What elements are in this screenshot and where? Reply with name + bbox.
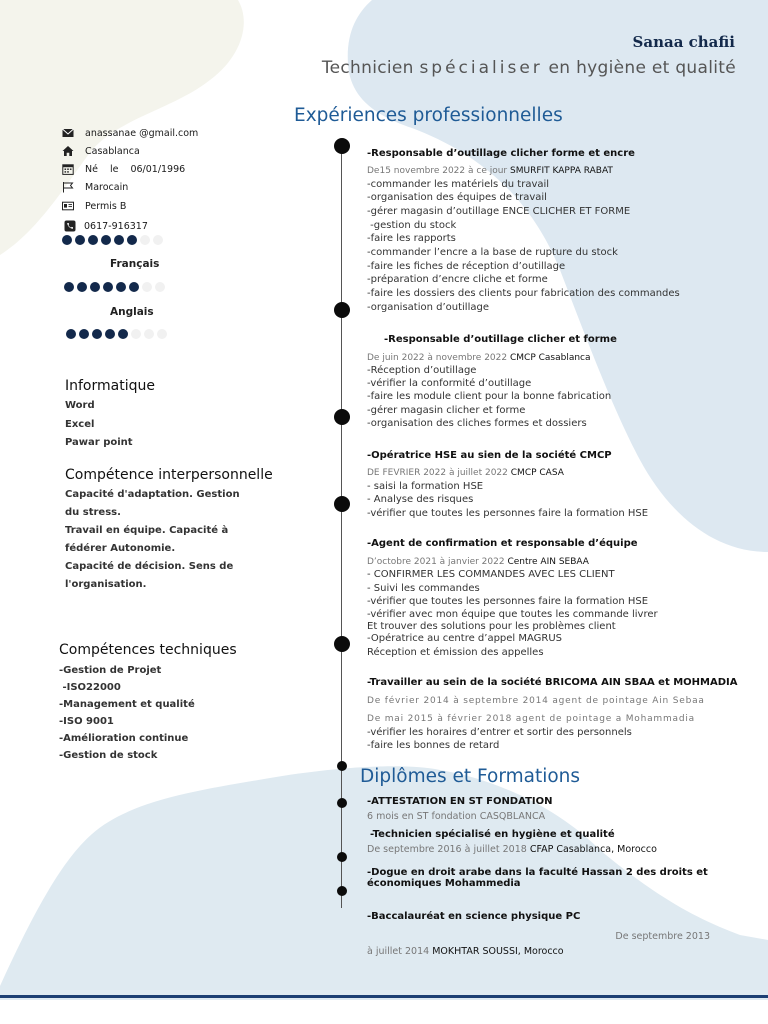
level-dot-filled xyxy=(77,282,87,292)
interpersonal-line: fédérer Autonomie. xyxy=(65,543,176,554)
timeline-dot xyxy=(334,302,350,318)
technical-item: -ISO22000 xyxy=(59,682,121,693)
timeline-dot xyxy=(334,409,350,425)
education-title: -Baccalauréat en science physique PC xyxy=(367,911,581,922)
job-org: Centre AIN SEBAA xyxy=(507,557,589,567)
job-org: CMCP CASA xyxy=(510,468,564,478)
level-dot-filled xyxy=(90,282,100,292)
job-line: - Analyse des risques xyxy=(367,494,474,505)
timeline-dot xyxy=(334,496,350,512)
job-line: -organisation des cliches formes et dossiers xyxy=(367,418,587,429)
job-date: De mai 2015 à février 2018 agent de pointage a Mohammadia xyxy=(367,714,696,724)
job-line: -gestion du stock xyxy=(367,220,457,231)
language-level-dots xyxy=(62,235,163,245)
level-dot-filled xyxy=(75,235,85,245)
job-line: -commander l’encre a la base de rupture du stock xyxy=(367,247,618,258)
job-line: Et trouver des solutions pour les problèmes client xyxy=(367,621,616,632)
license-text: Permis B xyxy=(85,200,127,212)
job-line: -Opératrice au centre d’appel MAGRUS xyxy=(367,633,563,644)
level-dot-filled xyxy=(88,235,98,245)
level-dot-filled xyxy=(105,329,115,339)
interpersonal-line: Capacité d'adaptation. Gestion xyxy=(65,489,240,500)
interpersonal-line: Capacité de décision. Sens de xyxy=(65,561,234,572)
education-date-text: à juillet 2014 xyxy=(367,946,430,957)
level-dot-empty xyxy=(157,329,167,339)
bottom-rule xyxy=(0,995,768,998)
education-heading: Diplômes et Formations xyxy=(360,766,581,787)
technical-heading: Compétences techniques xyxy=(59,642,237,658)
job-date xyxy=(367,557,589,567)
flag-icon xyxy=(62,181,74,193)
education-date xyxy=(367,844,657,855)
level-dot-filled xyxy=(92,329,102,339)
job-title xyxy=(322,58,736,78)
level-dot-filled xyxy=(127,235,137,245)
interpersonal-text xyxy=(65,486,265,594)
job-line: - CONFIRMER LES COMMANDES AVEC LES CLIENT xyxy=(367,569,615,580)
informatique-item: Word xyxy=(65,400,95,411)
job-date-text: De15 novembre 2022 à ce jour xyxy=(367,166,508,176)
job-title-part2: spécialiser xyxy=(419,58,543,78)
job-line: -faire les module client pour la bonne fabrication xyxy=(367,391,612,402)
education-place: Casablanca, Morocco xyxy=(556,844,657,855)
level-dot-filled xyxy=(116,282,126,292)
job-title: -Travailler au sein de la société BRICOMA AIN SBAA et MOHMADIA xyxy=(367,677,738,688)
job-title: -Responsable d’outillage clicher forme et encre xyxy=(367,148,635,159)
interpersonal-heading: Compétence interpersonnelle xyxy=(65,467,273,483)
job-line: - saisi la formation HSE xyxy=(367,481,484,492)
job-line: -gérer magasin clicher et forme xyxy=(367,405,526,416)
education-title: -ATTESTATION EN ST FONDATION xyxy=(367,796,553,807)
job-date xyxy=(367,468,564,478)
calendar-icon xyxy=(62,163,74,175)
id-card-icon xyxy=(62,200,74,212)
level-dot-filled xyxy=(64,282,74,292)
level-dot-empty xyxy=(140,235,150,245)
phone-icon xyxy=(64,220,76,232)
phone-text: 0617-916317 xyxy=(84,220,148,232)
language-label-english: Anglais xyxy=(110,306,154,318)
job-title-part3: en hygiène et qualité xyxy=(548,58,736,78)
job-title: -Responsable d’outillage clicher et forme xyxy=(384,334,617,345)
education-date-text: De septembre 2016 à juillet 2018 xyxy=(367,844,527,855)
job-line: Réception et émission des appelles xyxy=(367,647,544,658)
city-text: Casablanca xyxy=(85,145,140,157)
job-date-text: De juin 2022 à novembre 2022 xyxy=(367,353,508,363)
contact-phone xyxy=(64,219,148,233)
contact-birth xyxy=(62,162,185,176)
job-line: - Suivi les commandes xyxy=(367,583,480,594)
contact-city xyxy=(62,144,140,158)
technical-item: -Gestion de Projet xyxy=(59,665,162,676)
education-date: De septembre 2013 xyxy=(615,931,710,942)
home-icon xyxy=(62,145,74,157)
education-title: -Dogue en droit arabe dans la faculté Hassan 2 des droits et économiques Mohammedia xyxy=(367,867,708,889)
interpersonal-line: du stress. xyxy=(65,507,121,518)
contact-license xyxy=(62,199,126,213)
informatique-item: Pawar point xyxy=(65,437,133,448)
job-line: -préparation d’encre cliche et forme xyxy=(367,274,548,285)
level-dot-filled xyxy=(79,329,89,339)
informatique-item: Excel xyxy=(65,419,95,430)
language-level-dots-french xyxy=(64,282,165,292)
language-label-french: Français xyxy=(110,258,160,270)
job-date xyxy=(367,166,613,176)
job-title-part1: Technicien xyxy=(321,58,414,78)
contact-email xyxy=(62,126,198,140)
technical-item: -Management et qualité xyxy=(59,699,195,710)
birth-prefix: Né xyxy=(85,163,98,175)
timeline-dot xyxy=(337,852,347,862)
birth-date: 06/01/1996 xyxy=(130,163,186,175)
timeline-dot xyxy=(337,761,347,771)
job-date-text: D’octobre 2021 à janvier 2022 xyxy=(367,557,505,567)
job-line: -gérer magasin d’outillage ENCE CLICHER ET FORME xyxy=(367,206,631,217)
job-line: -vérifier la conformité d’outillage xyxy=(367,378,532,389)
job-line: -vérifier que toutes les personnes faire la formation HSE xyxy=(367,508,649,519)
job-line: -faire les rapports xyxy=(367,233,456,244)
job-line: -vérifier que toutes les personnes faire la formation HSE xyxy=(367,596,649,607)
job-line: -commander les matériels du travail xyxy=(367,179,550,190)
timeline-dot xyxy=(334,636,350,652)
education-place: , Morocco xyxy=(517,946,564,957)
level-dot-empty xyxy=(142,282,152,292)
technical-item: -ISO 9001 xyxy=(59,716,114,727)
technical-item: -Gestion de stock xyxy=(59,750,158,761)
job-date xyxy=(367,353,591,363)
education-org: MOKHTAR SOUSSI xyxy=(432,946,518,957)
level-dot-empty xyxy=(153,235,163,245)
timeline-dot xyxy=(337,886,347,896)
job-title: -Agent de confirmation et responsable d’équipe xyxy=(367,538,638,549)
email-text: anassanae @gmail.com xyxy=(85,127,199,139)
job-title: -Opératrice HSE au sien de la société CMCP xyxy=(367,450,612,461)
education-date: 6 mois en ST fondation CASQBLANCA xyxy=(367,811,546,822)
interpersonal-line: Travail en équipe. Capacité à xyxy=(65,525,229,536)
job-date: De février 2014 à septembre 2014 agent de pointage Ain Sebaa xyxy=(367,696,705,706)
job-line: -faire les fiches de réception d’outillage xyxy=(367,261,566,272)
level-dot-filled xyxy=(118,329,128,339)
candidate-name: Sanaa chafii xyxy=(632,33,735,51)
timeline-dot xyxy=(334,138,350,154)
job-org: SMURFIT KAPPA RABAT xyxy=(510,166,613,176)
level-dot-empty xyxy=(144,329,154,339)
technical-item: -Amélioration continue xyxy=(59,733,189,744)
job-line: -organisation d’outillage xyxy=(367,302,489,313)
level-dot-filled xyxy=(66,329,76,339)
experience-heading: Expériences professionnelles xyxy=(294,105,563,126)
job-line: -faire les dossiers des clients pour fabrication des commandes xyxy=(367,288,680,299)
education-org: CFAP xyxy=(529,844,554,855)
interpersonal-line: l'organisation. xyxy=(65,579,147,590)
level-dot-empty xyxy=(155,282,165,292)
education-date xyxy=(367,946,564,957)
contact-country xyxy=(62,180,128,194)
timeline-dot xyxy=(337,798,347,808)
job-org: CMCP Casablanca xyxy=(509,353,591,363)
language-level-dots-english xyxy=(66,329,167,339)
birth-mid: le xyxy=(109,163,119,175)
job-line: -organisation des équipes de travail xyxy=(367,192,547,203)
country-text: Marocain xyxy=(85,181,129,193)
level-dot-filled xyxy=(62,235,72,245)
informatique-heading: Informatique xyxy=(65,378,155,394)
education-title: -Technicien spécialisé en hygiène et qualité xyxy=(370,829,615,840)
level-dot-filled xyxy=(129,282,139,292)
job-date-text: DE FEVRIER 2022 à juillet 2022 xyxy=(367,468,508,478)
level-dot-filled xyxy=(101,235,111,245)
timeline-line xyxy=(341,146,342,908)
job-line: -Réception d’outillage xyxy=(367,365,477,376)
level-dot-filled xyxy=(114,235,124,245)
envelope-icon xyxy=(62,127,74,139)
level-dot-filled xyxy=(103,282,113,292)
job-line: -vérifier avec mon équipe que toutes les commande livrer xyxy=(367,609,658,620)
level-dot-empty xyxy=(131,329,141,339)
job-line: -vérifier les horaires d’entrer et sortir des personnels xyxy=(367,727,632,738)
job-line: -faire les bonnes de retard xyxy=(367,740,500,751)
